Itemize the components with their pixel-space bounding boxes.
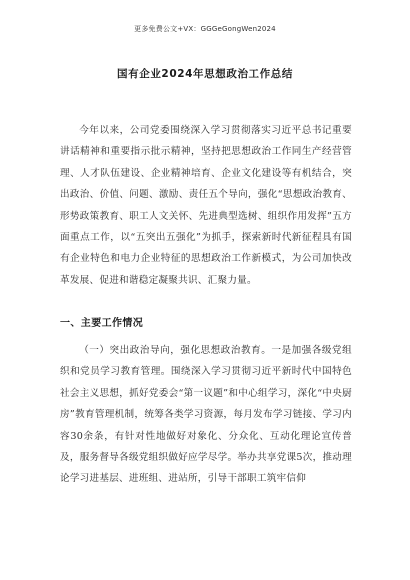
section-paragraph-political-guidance: （一）突出政治导向，强化思想政治教育。一是加强各级党组织和党员学习教育管理。围绕深入学习贯彻习近平新时代中国特色社会主义思想，抓好党委会“第一议题”和中心组学习，深化“中央厨房”教育管理机制，统筹各类学习资源，每月发布学习链接、学习内容30余条，有针对性地做好对象化、分众化、互动化理论宣传普及，服务督导各级党组织做好应学尽学。举办共享党课5次，推动理论学习进基层、进班组、进站所，引导干部职工筑牢信仰 <box>60 345 352 485</box>
header-note: 更多免费公文+VX：GGGeGongWen2024 <box>134 25 276 33</box>
intro-paragraph: 今年以来，公司党委围绕深入学习贯彻落实习近平总书记重要讲话精神和重要指示批示精神，坚持把思想政治工作同生产经营管理、人才队伍建设、企业精神培育、企业文化建设等有机结合，突出政治、价值、问题、激励、责任五个导向，强化“思想政治教育、形势政策教育、职工人文关怀、先进典型选树、组织作用发挥”五方面重点工作，以“五突出五强化”为抓手，探索新时代新征程具有国有企业特色和电力企业特征的思想政治工作新模式，为公司加快改革发展、促进和谐稳定凝聚共识、汇聚力量。 <box>60 125 352 286</box>
section-heading-main-work: 一、主要工作情况 <box>60 318 144 329</box>
document-title: 国有企业2024年思想政治工作总结 <box>117 68 293 80</box>
